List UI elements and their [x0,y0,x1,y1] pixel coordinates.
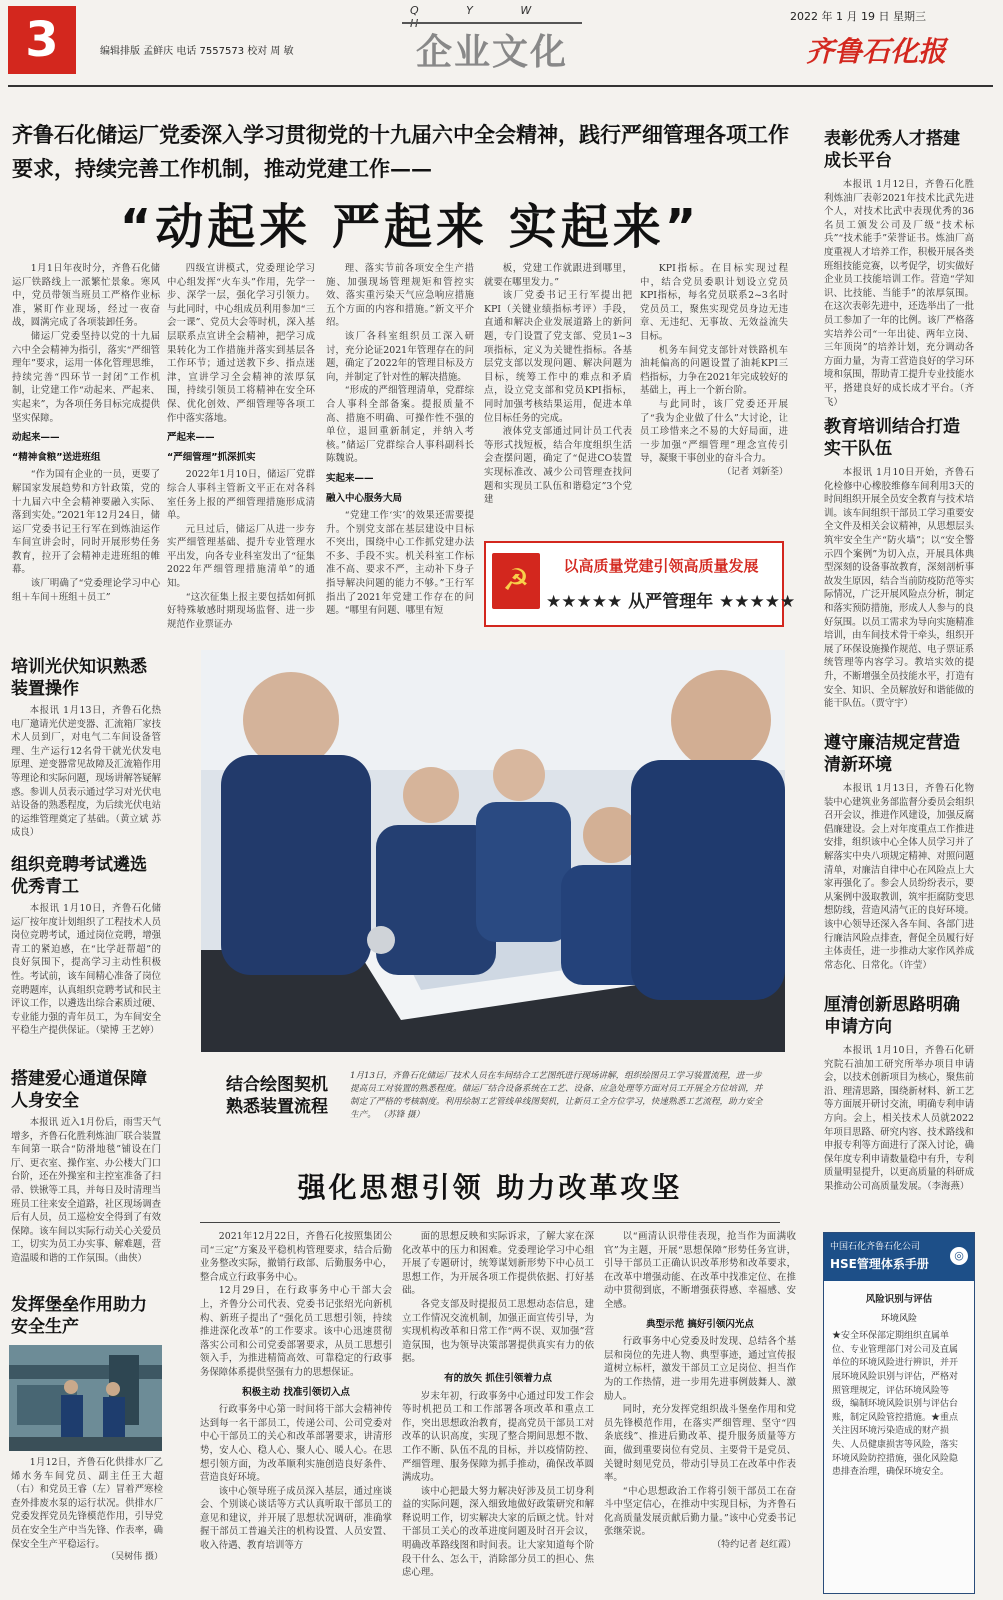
paragraph: 机务车间党支部针对铁路机车油耗偏高的问题设置了油耗KPI三档指标，力争在2021年完成较好的基础上，再上一个新台阶。 [640,344,788,397]
lead-column-2 [167,262,315,644]
subhead: 动起来—— [12,432,60,444]
lead-kicker: 齐鲁石化储运厂党委深入学习贯彻党的十九届六中全会精神，践行严细管理各项工作要求，持续完善工作机制，推动党建工作—— [12,122,789,181]
paragraph: 与此同时，该厂党委还开展了“我为企业做了什么”大讨论，让员工珍惜来之不易的大好局面，进一步加强“严细管理”理念宣传引导，凝聚干事创业的奋斗合力。 [640,398,788,465]
paragraph: “中心思想政治工作将引领干部员工在奋斗中坚定信心，在推动中实现目标，为齐鲁石化高质量发展贡献后勤力量。”该中心党委书记张继荣说。 [604,1485,796,1538]
article-title: 发挥堡垒作用助力安全生产 [11,1295,147,1337]
second-headline: 强化思想引领 助力改革攻坚 [297,1171,683,1204]
hse-text: ★安全环保部定期组织直属单位、专业管理部门对公司及直属单位的环境风险进行辨识，并开展环境风险识别与评估，严格对照管理规定，评估环境风险等级，编制环境风险识别与评估台账，制定风险管控措施。★重点关注因环境污染造成的财产损失、人员健康损害等风险，落实环境风险防控措施，强化风险隐患排查治理，确保环境安全。 [832,1331,959,1478]
subhead: 实起来—— [326,472,374,484]
paragraph: 行政事务中心第一时间将干部大会精神传达到每一名干部员工，传递公司、公司党委对中心干部员工的关心和改革部署要求，讲清形势，安人心、稳人心、聚人心、暖人心。在思想引领方面，为改革顺利实施创造良好条件、营造良好环境。 [200,1404,392,1484]
left-article-4 [11,1294,161,1338]
left-article-2 [11,854,161,1056]
hse-body [832,1293,966,1480]
newspaper-logo: 齐鲁石化报 [806,35,947,68]
lead-column-4 [484,262,632,534]
lead-column-5 [640,262,788,534]
paragraph: 本报讯 1月10日，齐鲁石化储运厂按年度计划组织了工程技术人员岗位竞聘考试，通过岗位竞聘，增强青工的紧迫感，在“比学赶帮超”的良好氛围下，提高学习主动性积极性。考试前，该车间精心准备了岗位竞聘题库，认真组织竞聘考试和民主评议工作，以遴选出综合素质过硬、专业能力强的青年员工，为车间安全平稳生产提供保证。（梁博 王艺婷） [11,903,161,1037]
lead-column-3 [326,262,474,644]
workers-photo-illustration [9,1345,162,1451]
paragraph: 本报讯 1月10日开始，齐鲁石化检修中心橡胶维修车间利用3天的时间组织开展全员安全教育与技术培训。该车间组织干部员工学习重要安全文件及相关会议精神，从思想层头筑牢安全生产“防火墙”；以“安全警示四个案例”为切入点，开展具体典型深刻的设备事故教育，深刻剖析事故发生原因，结合当前防疫防范等实际情况，广泛开展风险点分析，制定和落实预防措施，形成人人参与的良好氛围。以员工需求为导向实施精准培训，由车间技术骨干牵头，组织开展了环保设施操作规范、电子票证系统管理等内容学习。教培实效的提升，不断增强全员技能水平，打造有安全、知识、全员解放好和谐能做的能干队伍。（贾守宇） [824,467,974,710]
paragraph: 本报讯 1月13日，齐鲁石化热电厂邀请光伏逆变器、汇流箱厂家技术人员到厂，对电气二车间设备管理、生产运行12名骨干就光伏发电原理、逆变器常见故障及汇流箱作用等理论和实际问题，现场讲解答疑解惑。参训人员表示通过学习对光伏电站设备的熟悉程度，为后续光伏电站的运维管理奠定了基础。（黄立斌 苏成良） [11,705,161,839]
byline: （吴树伟 摄） [106,1552,163,1563]
subhead: 有的放矢 抓住引领着力点 [444,1372,552,1384]
paragraph: “这次征集上报主要包括如何抓好特殊敏感时期现场监督、进一步规范作业票证办 [167,591,315,630]
editor-line: 编辑排版 孟鲜庆 电话 7557573 校对 周 敏 [100,46,294,57]
banner-line-2: ★★★★★ 从严管理年 ★★★★★ [546,592,796,612]
byline: （记者 刘新荃） [722,466,788,477]
article-title: 厘清创新思路明确申请方向 [824,995,960,1037]
paragraph: 各党支部及时提报员工思想动态信息，建立工作情况交流机制，加强正面宣传引导，为实现机构改革和日常工作“两不误、双加强”营造氛围，也为领导决策部署提供真实有力的依据。 [402,1298,594,1365]
paragraph: “党建工作‘实’的效果还需要提升。个别党支部在基层建设中目标不突出，围绕中心工作抓党建办法不多、手段不实。机关科室工作标准不高、要求不严，主动补下身子指导解决问题的能力不够。”王行军指出了2021年党建工作存在的问题。“哪里有问题、哪里有短 [326,510,474,617]
right-article-1 [824,128,974,418]
paragraph: 以“画清认识带佳表现，抢当作为面满收官”为主题，开展“思想保障”形势任务宣讲，引导干部员工正确认识改革形势和改革要求，在改革中增强动能、在改革中找准定位、在推动中贯彻到底，不断增强获得感、幸福感、安全感。 [604,1231,796,1310]
party-building-banner [484,541,796,627]
section-pinyin: Q Y W H [410,4,554,30]
subhead: 融入中心服务大局 [326,492,403,504]
paragraph: 该厂各科室组织员工深入研讨，充分论证2021年管理存在的问题，确定了2022年的管理目标及方向，并制定了针对性的解决措施。 [326,330,474,383]
hse-company: 中国石化齐鲁石化公司 [830,1242,921,1252]
paragraph: 本报讯 1月13日，齐鲁石化物装中心建筑业务部监督分委员会组织召开会议，推进作风建设，加强反腐倡廉建设。会上对年度重点工作推进安排，组织该中心全体人员学习并了解落实中央八项规定精神、对照问题清单，对廉洁自律中心在风险点上大家再强化了。参会人员纷纷表示，要从案例中汲取教训，筑牢拒腐防变思想防线，营造风清气正的良好环境。该中心领导还深入各车间、各部门进行廉洁风险点排查，督促全员履行好主体责任，进一步推动大家作风养成常态化、日常化。（许莹） [824,783,974,971]
paragraph: 岁末年初，行政事务中心通过印发工作会等时机把员工和工作部署各项改革和重点工作，突出思想政治教育，提高党员干部员工对改革的认识高度，实现了整合期间思想不散、工作不断、队伍不乱的目标，并以疫情防控、严细管理、服务保障为抓手推动，确保改革圆满成功。 [402,1390,594,1484]
workers-photo [9,1345,162,1451]
article-body [11,902,161,1056]
second-rule [200,1222,780,1223]
paragraph: 该厂明确了“党委理论学习中心组＋车间＋班组＋员工” [12,578,160,603]
byline: （特约记者 赵红霞） [712,1540,796,1551]
left-article-1 [11,656,161,844]
paragraph: 元旦过后，储运厂从进一步夯实严细管理基础、提升专业管理水平出发，向各专业科室发出了“征集2022年严细管理措施清单”的通知。 [167,523,315,590]
subhead: 典型示范 搞好引领闪光点 [646,1318,754,1330]
article-body [11,704,161,844]
right-article-4 [824,994,974,1204]
paragraph: 四级宣讲模式，党委理论学习中心组发挥“火车头”作用，先学一步、深学一层，强化学习引领力。与此同时，中心组成员利用参加“三会一课”、党员大会等时机，深入基层联系点宣讲全会精神，把学习成果转化为工作措施并落实到基层各工作环节；通过送教下乡、指点迷津，宣讲学习全会精神的浓厚氛围，持续引领员工将精神在安全环保、优化创效、严细管理等各项工作中落实落地。 [167,263,315,424]
article-body [824,1044,974,1204]
article-body [11,1116,161,1278]
paragraph: 行政事务中心党委及时发现、总结各个基层和岗位的先进人物、典型事迹，通过宣传报道树立标杆，激发干部员工立足岗位、担当作为的工作热情，进一步用先进事例鼓舞人、激励人。 [604,1336,796,1402]
photo-caption [350,1070,770,1122]
article-title: 表彰优秀人才搭建成长平台 [824,129,960,171]
subhead: “严细管理”抓深抓实 [167,451,256,463]
right-article-3 [824,732,974,990]
right-article-2 [824,416,974,716]
caption-title-text: 结合绘图契机熟悉装置流程 [226,1075,328,1117]
second-column-1 [200,1230,392,1592]
paragraph: 本报讯 近入1月份后，雨雪天气增多，齐鲁石化胜利炼油厂联合装置车间第一联合“防滑地毯”铺设在门厅、更衣室、操作室、办公楼大门口台阶，还在外操室和主控室准备了扫帚、铁锹等工具，并每日及时清理当班员工往来安全道路，社区现场调查后有人员，员工巡检安全得到了有效保障。该车间以实际行动关心关爱员工，切实为员工办实事、解难题，营造温暖和谐的工作氛围。（曲侠） [11,1117,161,1264]
paragraph: 12月29日，在行政事务中心干部大会上，齐鲁分公司代表、党委书记张绍光向新机构、新班子提出了“强化员工思想引领，持续推进深化改革”的工作要求。该中心迅速贯彻落实公司和公司党委部署要求，从员工思想引领入手，为推进精简高效、可靠稳定的行政事务保障体系提供坚强有力的思想保证。 [200,1285,392,1378]
article-title: 遵守廉洁规定营造清新环境 [824,733,960,775]
lead-headline: “动起来 严起来 实起来” [119,199,701,255]
paragraph: 1月12日，齐鲁石化供排水厂乙烯水务车间党员、副主任王大超（右）和党员王睿（左）冒着严寒检查外排废水泵的运行状况。供排水厂党委发挥党员先锋模范作用，引导党员在安全生产中当先锋、作表率，确保安全生产平稳运行。 [11,1457,163,1550]
subhead: 积极主动 找准引领切入点 [242,1386,350,1398]
banner-line-1: 以高质量党建引领高质量发展 [563,557,759,575]
paragraph: 该厂党委书记王行军提出把KPI（关键业绩指标考评）手段，直通和解决企业发展道路上的新问题，专门设置了党支部、党员1~3项指标，定义为关键性指标。各基层党支部以发现问题、解决问题为目标，统筹工作中的难点和矛盾点，设立党支部和党员KPI指标，同时加强考核结果运用，促进本单位目标任务的完成。 [484,290,632,424]
engineers-drawing-illustration [201,650,785,1052]
paragraph: 液体党支部通过同计员工代表等形式找短板，结合年度组织生活会查摆问题，确定了“促进CO装置实现标准改、减少公司管理查找问题和实现员工队伍和谐稳定”3个党建 [484,426,632,506]
left-article-3 [11,1068,161,1278]
hse-section: 风险识别与评估 [865,1294,933,1305]
paragraph: KPI指标。在目标实现过程中，结合党员委职计划设立党员KPI指标，每名党员联系2~3名时党员员工，聚焦实现党员身边无违章、无违纪、无事故、无效益流失目标。 [640,263,788,342]
paragraph: “作为国有企业的一员，更要了解国家发展趋势和方针政策，党的十九届六中全会精神要融入实际、落到实处。”2021年12月24日，储运厂党委书记王行军在到炼油运作车间宣讲会时，同时开展形势任务教育，拉开了会精神走进班组的帷幕。 [12,469,160,576]
article-title: 教育培训结合打造实干队伍 [824,417,960,459]
hse-title: HSE管理体系手册 [830,1257,929,1271]
page-number: 3 [8,6,76,74]
section-title: 企业文化 [402,22,582,76]
second-column-2 [402,1230,594,1592]
article-body [824,466,974,716]
paragraph: 理、落实节前各项安全生产措施、加强现场管理规矩和管控实效、落实重污染天气应急响应措施五个方面的内容和措施。”新文平介绍。 [326,263,474,329]
article-title: 搭建爱心通道保障人身安全 [11,1069,147,1111]
paragraph: 1月1日年夜时分，齐鲁石化储运厂铁路线上一派繁忙景象。寒风中，党员带领当班员工严格作业标准，紧盯作业现场，经过一夜奋战，圆满完成了各项装卸任务。 [12,263,160,329]
article-body [824,782,974,990]
paragraph: 储运厂党委坚持以党的十九届六中全会精神为指引，落实“严细管理年”要求，运用一体化管理思维，持续完善“四环节一封闭”工作机制，让党建工作“动起来、严起来、实起来”，为各项任务目标完成提供坚实保障。 [12,330,160,424]
main-photo [201,650,785,1052]
subhead: 严起来—— [167,432,215,444]
paragraph: 同时，充分发挥党组织战斗堡垒作用和党员先锋模范作用，在落实严细管理、坚守“四条底线”、推进后勤改革、提升服务质量等方面，做到重要岗位有党员、主要骨干是党员、关键时刻见党员，带动引导员工在改革中作表率。 [604,1404,796,1484]
paragraph: “形成的严细管理清单，党群综合人事科全部备案。提报质量不高、措施不明确、可操作性不强的单位，退回重新制定，并纳入考核。”储运厂党群综合人事科副科长陈魏说。 [326,385,474,465]
article-body [824,178,974,418]
left-article-4-body [11,1456,163,1580]
paragraph: 本报讯 1月10日，齐鲁石化研究院石油加工研究所举办项目申请会，以技术创新项目为核心，聚焦前沿、理清思路，围绕新材料、新工艺等方面展开研讨交流，明确专利申请方向。会上，相关技术人员就2022年项目思路、研究内容、技术路线和申报专利等方面进行了深入讨论，确保年度专利申请数量稳中有升，专利质量明显提升，以更高质量的科研成果推动公司高质量发展。（李海燕） [824,1045,974,1192]
paragraph: 2021年12月22日，齐鲁石化按照集团公司“三定”方案及平稳机构管理要求，结合后勤业务整改实际，撤销行政部、后勤服务中心，整合成立行政事务中心。 [200,1231,392,1283]
hse-header [824,1233,974,1281]
masthead [0,0,1003,90]
article-title: 组织竞聘考试遴选优秀青工 [11,855,147,897]
paragraph: 该中心把最大努力解决好涉及员工切身利益的实际问题，深入细致地做好政策研究和解释说明工作，切实解决大家的后顾之忧。针对干部员工关心的改革进度问题及时召开会议，明确改革路线图和时间表。让大家知道每个阶段干什么、怎么干，消除部分员工的担心、焦虑心理。 [402,1485,594,1579]
paragraph: 该中心领导班子成员深入基层，通过座谈会、个别谈心谈话等方式认真听取干部员工的意见和建议，并开展了思想状况调研，准确掌握干部员工普遍关注的机构设置、人员安置、收入待遇、教育培训等方 [200,1485,392,1552]
subhead: “精神食粮”送进班组 [12,451,101,463]
company-logo-icon: ◎ [950,1247,968,1265]
second-column-3 [604,1230,796,1592]
article-title: 培训光伏知识熟悉装置操作 [11,657,147,699]
photo-caption-title [226,1074,336,1118]
hse-subsection: 环境风险 [880,1313,917,1324]
paragraph: 面的思想反映和实际诉求，了解大家在深化改革中的压力和困难。党委理论学习中心组开展了专题研讨，统筹谋划新形势下中心员工思想工作，为开展各项工作提供依据、打好基础。 [402,1231,594,1297]
caption-text: 1月13日，齐鲁石化储运厂技术人员在车间结合工艺图纸进行现场讲解，组织绘图员工学习装置流程，进一步提高员工对装置的熟悉程度。储运厂结合设备系统在工艺、设备、应急处理等方面对员工开展全方位培训，并制定了严格的考核制度。利用绘制工艺管线单线图契机，让新员工全方位学习，快速熟悉工艺流程，助力安全生产。 [350,1071,763,1120]
paragraph: 板，党建工作就跟进到哪里，就要在哪里发力。” [484,263,632,288]
hse-manual-box [823,1232,975,1594]
issue-date: 2022 年 1 月 19 日 星期三 [790,10,926,23]
party-emblem-icon: ☭ [492,553,540,609]
masthead-rule [8,85,993,87]
paragraph: 2022年1月10日，储运厂党群综合人事科主管新文平正在对各科室任务上报的严细管理措施形成清单。 [167,469,315,522]
paragraph: 本报讯 1月12日，齐鲁石化胜利炼油厂表彰2021年技术比武先进个人，对技术比武中表现优秀的36名员工颁发公司及厂级“技术标兵”“技术能手”荣誉证书。炼油厂高度重视人才培养工作，积极开展各类班组技能竞赛，以考促学，切实做好企业员工技能培训工作。营造“学知识、比技能、当能手”的浓厚氛围。在这次表彰先进中，还选举出了一批员工参加了一年的比例。该厂严格落实培养公司“一年出徒、两年立岗、三年顶岗”的培养计划，充分调动各方面力量，为青工营造良好的学习环境和氛围，帮助青工提升专业技能水平，搭建良好的成长成才平台。（齐飞） [824,179,974,408]
lead-column-1 [12,262,160,644]
caption-byline: （苏锋 摄） [378,1110,425,1120]
